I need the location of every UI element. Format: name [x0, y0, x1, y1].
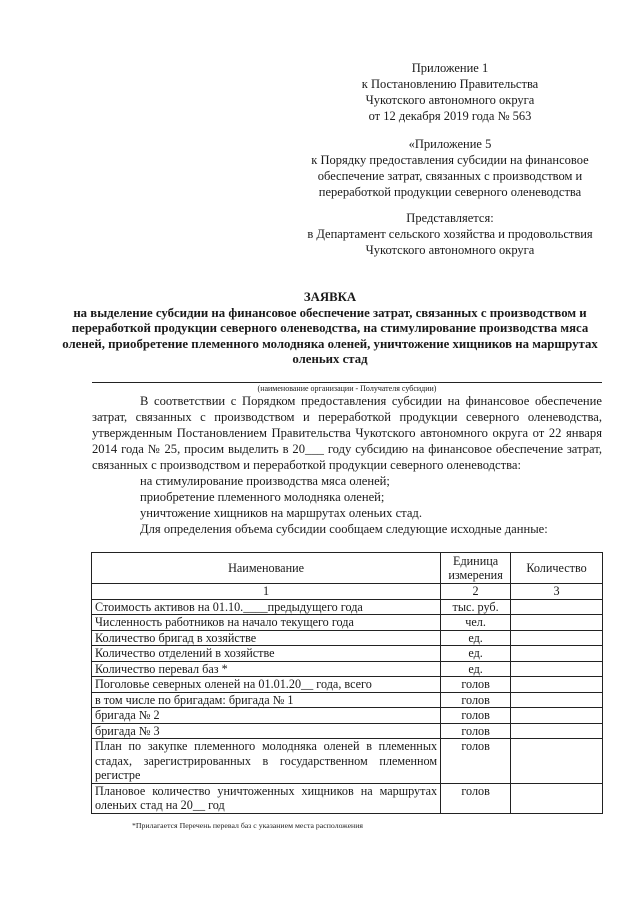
- footnote: *Прилагается Перечень перевал баз с указанием места расположения: [132, 821, 363, 830]
- column-number: 2: [441, 584, 511, 600]
- row-quantity[interactable]: [511, 677, 603, 693]
- appendix-5-line: обеспечение затрат, связанных с производством и: [317, 169, 583, 183]
- table-row: [92, 646, 603, 662]
- table-row: [92, 708, 603, 724]
- table-header-row: [92, 553, 603, 584]
- row-unit: голов: [441, 723, 511, 739]
- purpose-item: приобретение племенного молодняка оленей;: [140, 490, 385, 504]
- row-unit: голов: [441, 708, 511, 724]
- appendix-5-header: [300, 136, 600, 200]
- appendix-5-line: переработкой продукции северного оленеводства: [318, 185, 582, 199]
- header-name: Наименование: [92, 553, 441, 584]
- row-quantity[interactable]: [511, 783, 603, 813]
- submitted-line: Чукотского автономного округа: [365, 243, 535, 257]
- purpose-item: на стимулирование производства мяса оленей;: [140, 474, 390, 488]
- table-row: [92, 677, 603, 693]
- row-unit: голов: [441, 692, 511, 708]
- document-title: [60, 290, 600, 368]
- table-number-row: [92, 584, 603, 600]
- row-name: Плановое количество уничтоженных хищников на маршрутах оленьих стад на 20__ год: [92, 783, 441, 813]
- appendix-1-line: к Постановлению Правительства: [361, 77, 539, 91]
- row-unit: ед.: [441, 661, 511, 677]
- appendix-1-line: Приложение 1: [411, 61, 489, 75]
- row-unit: чел.: [441, 615, 511, 631]
- table-row: [92, 723, 603, 739]
- request-body: [92, 393, 602, 537]
- appendix-1-line: от 12 декабря 2019 года № 563: [368, 109, 532, 123]
- row-name: в том числе по бригадам: бригада № 1: [92, 692, 441, 708]
- appendix-1-header: [300, 60, 600, 124]
- organization-caption: (наименование организации - Получателя субсидии): [257, 384, 437, 393]
- data-intro: Для определения объема субсидии сообщаем следующие исходные данные:: [140, 522, 548, 536]
- row-name: Поголовье северных оленей на 01.01.20__ года, всего: [92, 677, 441, 693]
- row-unit: тыс. руб.: [441, 599, 511, 615]
- row-name: Численность работников на начало текущего года: [92, 615, 441, 631]
- row-quantity[interactable]: [511, 615, 603, 631]
- row-name: бригада № 2: [92, 708, 441, 724]
- row-quantity[interactable]: [511, 723, 603, 739]
- appendix-5-line: «Приложение 5: [408, 137, 492, 151]
- appendix-5-line: к Порядку предоставления субсидии на финансовое: [311, 153, 589, 167]
- column-number: 1: [92, 584, 441, 600]
- row-name: План по закупке племенного молодняка оленей в племенных стадах, зарегистрированных в государственном племенном регистре: [92, 739, 441, 784]
- row-unit: голов: [441, 739, 511, 784]
- title-main: ЗАЯВКА: [303, 290, 357, 304]
- title-subtitle: на выделение субсидии на финансовое обеспечение затрат, связанных с производством и переработкой продукции северного оленеводства, на стимулирование производства мяса оленей, приобретение племенного молодняка оленей, уничтожение хищников на маршрутах оленьих стад: [62, 305, 598, 366]
- submitted-line: в Департамент сельского хозяйства и продовольствия: [307, 227, 593, 241]
- source-data-table: [91, 552, 603, 814]
- table-row: [92, 739, 603, 784]
- submitted-line: Представляется:: [406, 211, 494, 225]
- row-quantity[interactable]: [511, 708, 603, 724]
- row-quantity[interactable]: [511, 599, 603, 615]
- header-unit: Единица измерения: [441, 553, 511, 584]
- row-quantity[interactable]: [511, 739, 603, 784]
- table-row: [92, 630, 603, 646]
- organization-name-field: [92, 382, 602, 393]
- table-row: [92, 661, 603, 677]
- appendix-1-line: Чукотского автономного округа: [365, 93, 535, 107]
- row-name: Количество перевал баз *: [92, 661, 441, 677]
- row-unit: голов: [441, 677, 511, 693]
- row-name: бригада № 3: [92, 723, 441, 739]
- table-row: [92, 615, 603, 631]
- column-number: 3: [511, 584, 603, 600]
- row-unit: ед.: [441, 630, 511, 646]
- row-name: Количество отделений в хозяйстве: [92, 646, 441, 662]
- table-row: [92, 783, 603, 813]
- row-unit: ед.: [441, 646, 511, 662]
- purpose-item: уничтожение хищников на маршрутах оленьих стад.: [140, 506, 422, 520]
- row-quantity[interactable]: [511, 646, 603, 662]
- row-quantity[interactable]: [511, 661, 603, 677]
- table-row: [92, 692, 603, 708]
- submitted-to-block: [300, 210, 600, 258]
- request-paragraph: В соответствии с Порядком предоставления субсидии на финансовое обеспечение затрат, связанных с производством и переработкой продукции северного оленеводства, утвержденным Постановлением Правительства Чукотского автономного округа от 22 января 2014 года № 25, просим выделить в 20___ году субсидию на финансовое обеспечение затрат, связанных с производством и переработкой продукции северного оленеводства:: [92, 394, 602, 472]
- row-quantity[interactable]: [511, 630, 603, 646]
- row-name: Количество бригад в хозяйстве: [92, 630, 441, 646]
- row-unit: голов: [441, 783, 511, 813]
- header-quantity: Количество: [511, 553, 603, 584]
- row-name: Стоимость активов на 01.10.____предыдущего года: [92, 599, 441, 615]
- row-quantity[interactable]: [511, 692, 603, 708]
- table-row: [92, 599, 603, 615]
